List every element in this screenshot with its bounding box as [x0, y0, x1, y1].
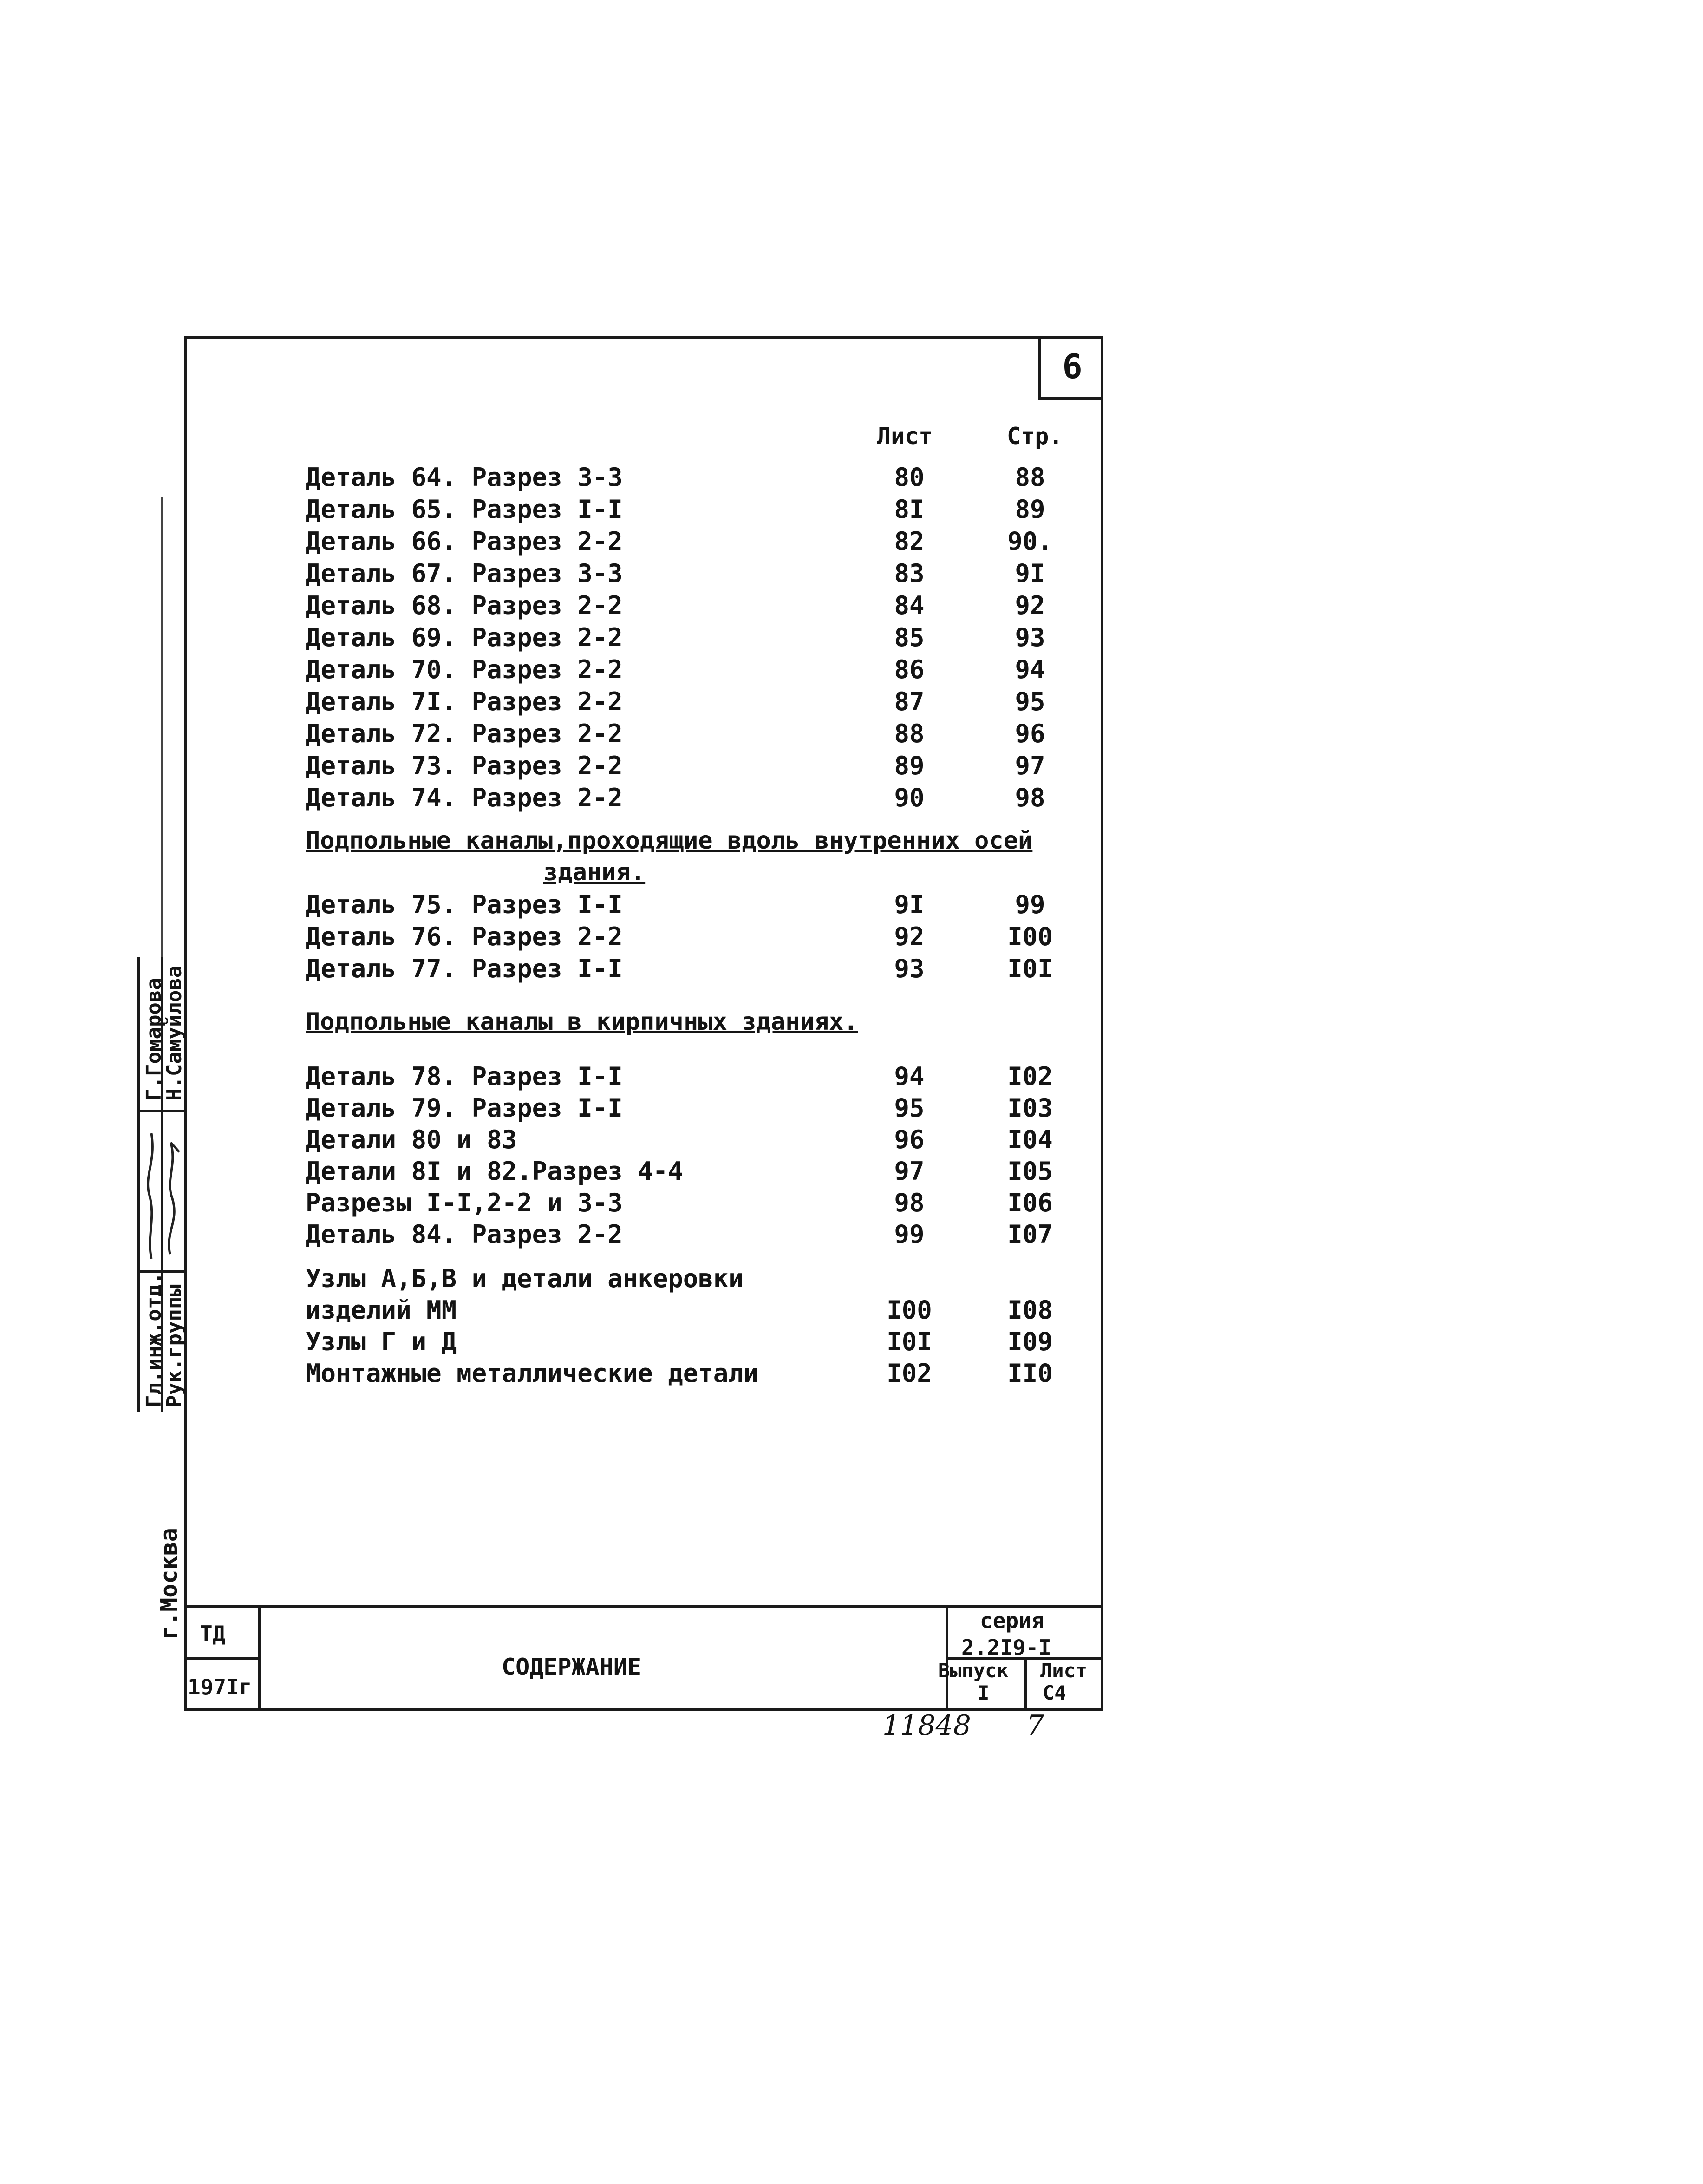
tb-sheet-value: С4 — [1043, 1681, 1066, 1704]
entry-title: Разрезы I-I,2-2 и 3-3 — [306, 1188, 623, 1217]
entry-page: 96 — [1015, 719, 1045, 748]
tb-issue-value: I — [978, 1681, 990, 1704]
entry-title: Деталь 79. Разрез I-I — [306, 1093, 623, 1123]
entry-title: изделий ММ — [306, 1295, 457, 1325]
entry-title: Деталь 70. Разрез 2-2 — [306, 655, 623, 684]
entry-page: I03 — [1007, 1093, 1053, 1123]
handwritten-signatures — [137, 1124, 184, 1263]
entry-page: I09 — [1007, 1327, 1053, 1356]
footer-number: 7 — [1026, 1709, 1044, 1742]
entry-sheet: 83 — [894, 559, 925, 588]
entry-sheet: 88 — [894, 719, 925, 748]
entry-page: 89 — [1015, 495, 1045, 524]
entry-title: Деталь 75. Разрез I-I — [306, 890, 623, 919]
entry-sheet: 84 — [894, 591, 925, 620]
section-title-brick-buildings: Подпольные каналы в кирпичных зданиях. — [306, 1008, 858, 1036]
entry-title: Узлы А,Б,В и детали анкеровки — [306, 1264, 744, 1293]
entry-page: I05 — [1007, 1157, 1053, 1186]
entry-page: 88 — [1015, 463, 1045, 492]
entry-page: 9I — [1015, 559, 1045, 588]
entry-page: 93 — [1015, 623, 1045, 652]
entry-title: Деталь 67. Разрез 3-3 — [306, 559, 623, 588]
entry-page: I00 — [1007, 922, 1053, 951]
entry-title: Деталь 7I. Разрез 2-2 — [306, 687, 623, 716]
entry-title: Деталь 76. Разрез 2-2 — [306, 922, 623, 951]
tb-year: 197Iг — [188, 1674, 252, 1700]
tb-org: ТД — [200, 1621, 226, 1646]
tb-issue-label: Выпуск — [938, 1659, 1009, 1682]
entry-page: I07 — [1007, 1220, 1053, 1249]
entry-page: I08 — [1007, 1295, 1053, 1325]
entry-title: Деталь 78. Разрез I-I — [306, 1062, 623, 1091]
entry-page: 94 — [1015, 655, 1045, 684]
entry-sheet: 90 — [894, 783, 925, 812]
entry-page: 95 — [1015, 687, 1045, 716]
entry-sheet: 95 — [894, 1093, 925, 1123]
city-label: г.Москва — [156, 1528, 183, 1640]
entry-page: 92 — [1015, 591, 1045, 620]
entry-page: 98 — [1015, 783, 1045, 812]
entry-sheet: 87 — [894, 687, 925, 716]
entry-page: I06 — [1007, 1188, 1053, 1217]
tb-sheet-label: Лист — [1040, 1659, 1088, 1682]
entry-sheet: 94 — [894, 1062, 925, 1091]
entry-title: Деталь 66. Разрез 2-2 — [306, 527, 623, 556]
entry-sheet: 8I — [894, 495, 925, 524]
entry-title: Деталь 68. Разрез 2-2 — [306, 591, 623, 620]
entry-title: Деталь 64. Разрез 3-3 — [306, 463, 623, 492]
tb-title: СОДЕРЖАНИЕ — [502, 1654, 642, 1681]
entry-sheet: 93 — [894, 954, 925, 983]
entry-page: I0I — [1007, 954, 1053, 983]
entry-sheet: 80 — [894, 463, 925, 492]
entry-sheet: I0I — [887, 1327, 932, 1356]
entry-sheet: 82 — [894, 527, 925, 556]
entry-sheet: 99 — [894, 1220, 925, 1249]
name-group-head: Н.Самуйлова — [163, 965, 186, 1101]
entry-page — [998, 1263, 1063, 1294]
entry-title: Деталь 73. Разрез 2-2 — [306, 751, 623, 780]
entry-page: 99 — [1015, 890, 1045, 919]
header-page: Стр. — [1007, 423, 1063, 450]
tb-series-label: серия — [980, 1608, 1044, 1633]
tb-series-value: 2.2I9-I — [961, 1635, 1051, 1660]
tb-divider — [258, 1605, 261, 1711]
entry-title: Детали 8I и 82.Разрез 4-4 — [306, 1157, 683, 1186]
entry-title: Деталь 69. Разрез 2-2 — [306, 623, 623, 652]
entry-title: Деталь 77. Разрез I-I — [306, 954, 623, 983]
role-group-head: Рук.группы — [163, 1284, 186, 1407]
entry-sheet: 86 — [894, 655, 925, 684]
page-number-box — [1038, 336, 1103, 400]
entry-sheet: 97 — [894, 1157, 925, 1186]
entry-sheet: 92 — [894, 922, 925, 951]
inventory-number: 11848 — [882, 1709, 971, 1742]
entry-sheet: 96 — [894, 1125, 925, 1154]
entry-title: Деталь 72. Разрез 2-2 — [306, 719, 623, 748]
tb-divider — [184, 1657, 258, 1660]
entry-page: 97 — [1015, 751, 1045, 780]
entry-title: Монтажные металлические детали — [306, 1359, 759, 1388]
name-head-engineer: Г.Гомарова — [142, 978, 166, 1101]
entry-page: I02 — [1007, 1062, 1053, 1091]
entry-sheet: 98 — [894, 1188, 925, 1217]
strip-divider — [137, 1110, 184, 1112]
entry-title: Деталь 65. Разрез I-I — [306, 495, 623, 524]
entry-sheet: I00 — [887, 1295, 932, 1325]
page-number: 6 — [1062, 347, 1083, 386]
section-title-internal-axes-cont: здания. — [543, 858, 646, 886]
entry-sheet — [877, 1263, 942, 1294]
entry-title: Узлы Г и Д — [306, 1327, 457, 1356]
entry-page: 90. — [1007, 527, 1053, 556]
margin-line — [161, 497, 163, 957]
entry-sheet: I02 — [887, 1359, 932, 1388]
entry-title: Деталь 74. Разрез 2-2 — [306, 783, 623, 812]
entry-sheet: 89 — [894, 751, 925, 780]
tb-divider — [1024, 1657, 1027, 1711]
entry-sheet: 9I — [894, 890, 925, 919]
section-title-internal-axes: Подпольные каналы,проходящие вдоль внутренних осей — [306, 827, 1033, 855]
header-list: Лист — [877, 423, 933, 450]
entry-title: Деталь 84. Разрез 2-2 — [306, 1220, 623, 1249]
entry-sheet: 85 — [894, 623, 925, 652]
entry-title: Детали 80 и 83 — [306, 1125, 517, 1154]
entry-page: I04 — [1007, 1125, 1053, 1154]
role-head-engineer: Гл.инж.отд. — [142, 1272, 166, 1407]
entry-page: II0 — [1007, 1359, 1053, 1388]
